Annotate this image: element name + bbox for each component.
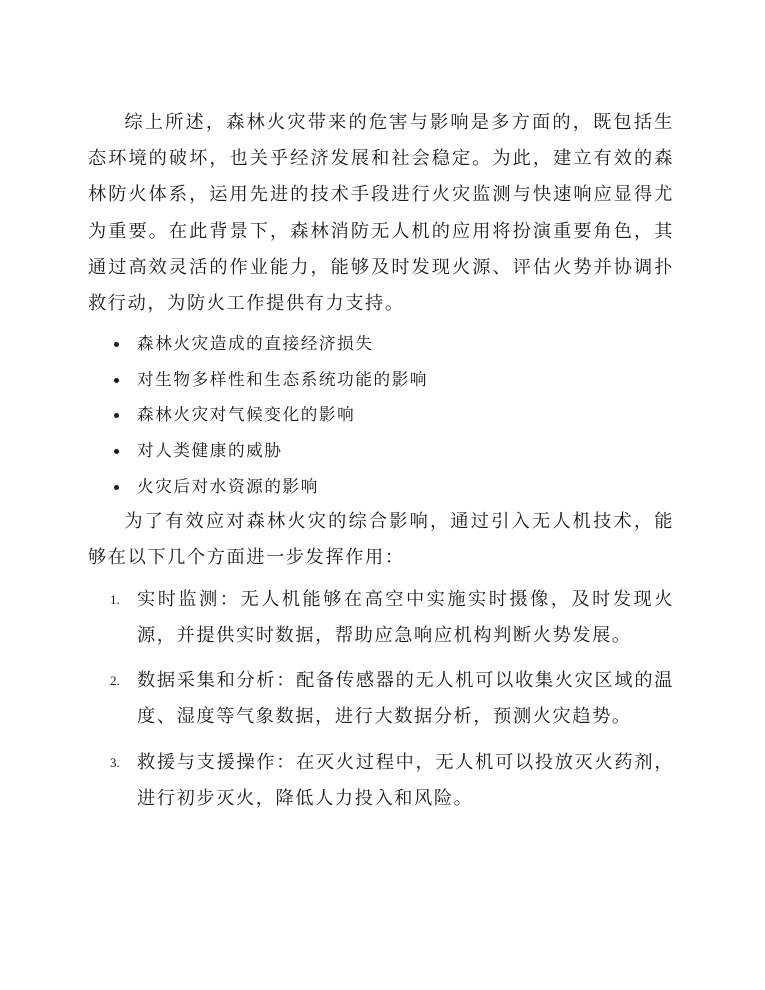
- intro-paragraph: 综上所述，森林火灾带来的危害与影响是多方面的，既包括生态环境的破坏，也关乎经济发展和社会稳定。为此，建立有效的森林防火体系，运用先进的技术手段进行火灾监测与快速响应显得尤为重要。在此背景下，森林消防无人机的应用将扮演重要角色，其通过高效灵活的作业能力，能够及时发现火源、评估火势并协调扑救行动，为防火工作提供有力支持。: [88, 112, 674, 315]
- bullet-dot-icon: [114, 413, 119, 418]
- bullet-item: [88, 397, 674, 433]
- bullet-item: [88, 362, 674, 398]
- numbered-item: [88, 663, 674, 736]
- item-text: 实时监测：无人机能够在高空中实施实时摄像，及时发现火源，并提供实时数据，帮助应急响应机构判断火势发展。: [137, 588, 674, 646]
- bullet-item: [88, 433, 674, 469]
- bullet-text: 对生物多样性和生态系统功能的影响: [137, 369, 429, 389]
- item-text: 救援与支援操作：在灭火过程中，无人机可以投放灭火药剂，进行初步灭火，降低人力投入和风险。: [137, 751, 674, 810]
- transition-paragraph: 为了有效应对森林火灾的综合影响，通过引入无人机技术，能够在以下几个方面进一步发挥作用：: [88, 511, 674, 569]
- bullet-item: [88, 326, 674, 362]
- bullet-text: 森林火灾对气候变化的影响: [137, 405, 356, 425]
- document-page: [88, 105, 674, 826]
- bullet-text: 火灾后对水资源的影响: [137, 476, 319, 496]
- item-number: 2.: [110, 673, 120, 689]
- numbered-list: [88, 582, 674, 818]
- bullet-item: [88, 469, 674, 505]
- item-number: 1.: [110, 591, 120, 607]
- bullet-dot-icon: [114, 449, 119, 454]
- numbered-item: [88, 745, 674, 818]
- bullet-dot-icon: [114, 378, 119, 383]
- bullet-text: 森林火灾造成的直接经济损失: [137, 334, 374, 354]
- bullet-dot-icon: [114, 485, 119, 490]
- bullet-dot-icon: [114, 342, 119, 347]
- bullet-text: 对人类健康的威胁: [137, 441, 283, 460]
- numbered-item: [88, 582, 674, 655]
- bullet-list: [88, 326, 674, 504]
- item-number: 3.: [110, 754, 120, 770]
- item-text: 数据采集和分析：配备传感器的无人机可以收集火灾区域的温度、湿度等气象数据，进行大数据分析，预测火灾趋势。: [137, 670, 674, 728]
